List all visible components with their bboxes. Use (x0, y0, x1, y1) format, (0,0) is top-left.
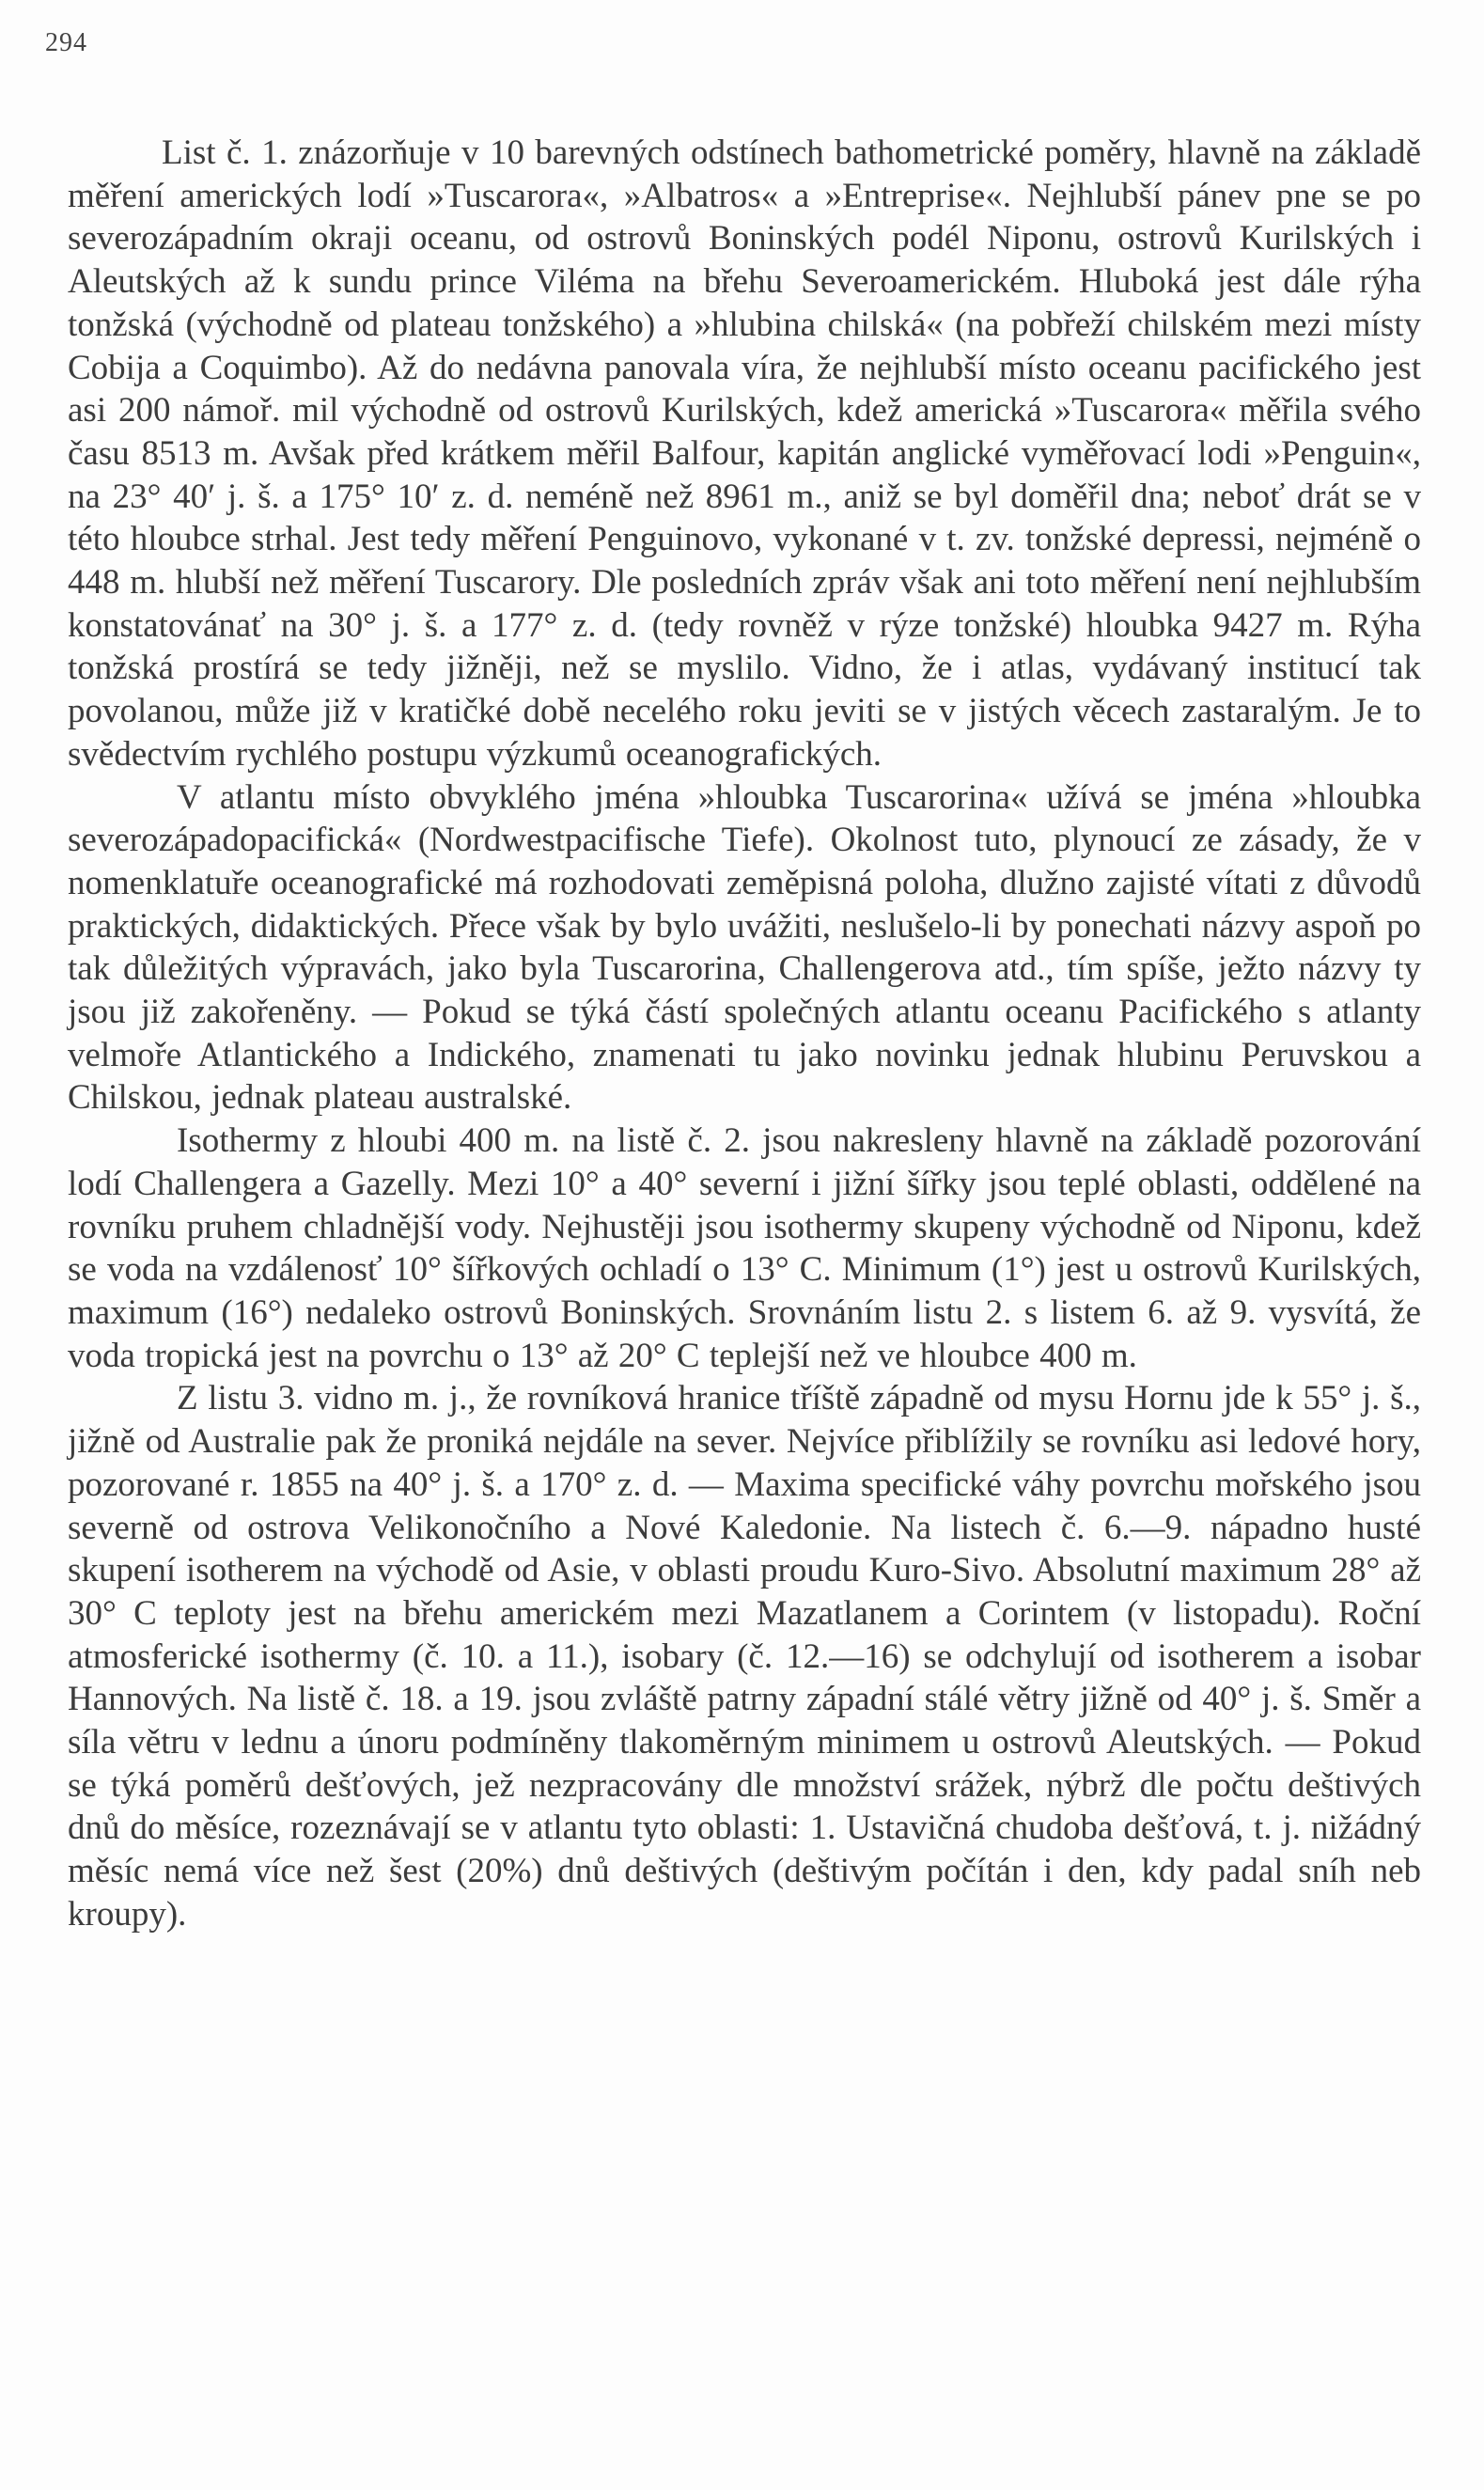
body-text (68, 132, 1421, 1936)
paragraph-isotherms: Isothermy z hloubi 400 m. na listě č. 2. jsou nakresleny hlavně na základě pozorování lodí Challengera a Gazelly. Mezi 10° a 40° severní i jižní šířky jsou teplé oblasti, oddělené na rovníku pruhem chladnější vody. Nejhustěji jsou isothermy skupeny východně od Niponu, kdež se voda na vzdálenosť 10° šířkových ochladí o 13° C. Minimum (1°) jest u ostrovů Kurilských, maximum (16°) nedaleko ostrovů Boninských. Srovnáním listu 2. s listem 6. až 9. vysvítá, že voda tropická jest na povrchu o 13° až 20° C teplejší než ve hloubce 400 m. (68, 1121, 1421, 1375)
paragraph-bathometry: List č. 1. znázorňuje v 10 barevných odstínech bathometrické poměry, hlavně na základě měření amerických lodí »Tuscarora«, »Albatros« a »Entreprise«. Nejhlubší pánev pne se po severozápadním okraji oceanu, od ostrovů Boninských podél Niponu, ostrovů Kurilských i Aleutských až k sundu prince Viléma na břehu Severoamerickém. Hluboká jest dále rýha tonžská (východně od plateau tonžského) a »hlubina chilská« (na pobřeží chilském mezi místy Cobija a Coquimbo). Až do nedávna panovala víra, že nejhlubší místo oceanu pacifického jest asi 200 námoř. mil východně od ostrovů Kurilských, kdež americká »Tuscarora« měřila svého času 8513 m. Avšak před krátkem měřil Balfour, kapitán anglické vyměřovací lodi »Penguin«, na 23° 40′ j. š. a 175° 10′ z. d. neméně než 8961 m., aniž se byl doměřil dna; neboť drát se v této hloubce strhal. Jest tedy měření Penguinovo, vykonané v t. zv. tonžské depressi, nejméně o 448 m. hlubší než měření Tuscarory. Dle posledních zpráv však ani toto měření není nejhlubším konstatovánať na 30° j. š. a 177° z. d. (tedy rovněž v rýze tonžské) hloubka 9427 m. Rýha tonžská prostírá se tedy jižněji, než se myslilo. Vidno, že i atlas, vydávaný institucí tak povolanou, může již v kratičké době necelého roku jeviti se v jistých věcech zastaralým. Je to svědectvím rychlého postupu výzkumů oceanografických. (68, 133, 1421, 774)
paragraph-ice-and-climate: Z listu 3. vidno m. j., že rovníková hranice tříště západně od mysu Hornu jde k 55° j. š., jižně od Australie pak že proniká nejdále na sever. Nejvíce přiblížily se rovníku asi ledové hory, pozorované r. 1855 na 40° j. š. a 170° z. d. — Maxima specifické váhy povrchu mořského jsou severně od ostrova Velikonočního a Nové Kaledonie. Na listech č. 6.—9. nápadno husté skupení isotherem na východě od Asie, v oblasti proudu Kuro-Sivo. Absolutní maximum 28° až 30° C teploty jest na břehu americkém mezi Mazatlanem a Corintem (v listopadu). Roční atmosferické isothermy (č. 10. a 11.), isobary (č. 12.—16) se odchylují od isotherem a isobar Hannových. Na listě č. 18. a 19. jsou zvláště patrny západní stálé větry jižně od 40° j. š. Směr a síla větru v lednu a únoru podmíněny tlakoměrným minimem u ostrovů Aleutských. — Pokud se týká poměrů dešťových, jež nezpracovány dle množství srážek, nýbrž dle počtu deštivých dnů do měsíce, rozeznávají se v atlantu tyto oblasti: 1. Ustavičná chudoba dešťová, t. j. nižádný měsíc nemá více než šest (20%) dnů deštivých (deštivým počítán i den, kdy padal sníh neb kroupy). (68, 1379, 1421, 1934)
paragraph-nomenclature: V atlantu místo obvyklého jména »hloubka Tuscarorina« užívá se jména »hloubka severozápadopacifická« (Nordwestpacifische Tiefe). Okolnost tuto, plynoucí ze zásady, že v nomenklatuře oceanografické má rozhodovati zeměpisná poloha, dlužno zajisté vítati z důvodů praktických, didaktických. Přece však by bylo uvážiti, neslušelo-li by ponechati názvy aspoň po tak důležitých výpravách, jako byla Tuscarorina, Challengerova atd., tím spíše, ježto názvy ty jsou již zakořeněny. — Pokud se týká částí společných atlantu oceanu Pacifického s atlanty velmoře Atlantického a Indického, znamenati tu jako novinku jednak hlubinu Peruvskou a Chilskou, jednak plateau australské. (68, 777, 1421, 1118)
page-number: 294 (45, 28, 87, 57)
